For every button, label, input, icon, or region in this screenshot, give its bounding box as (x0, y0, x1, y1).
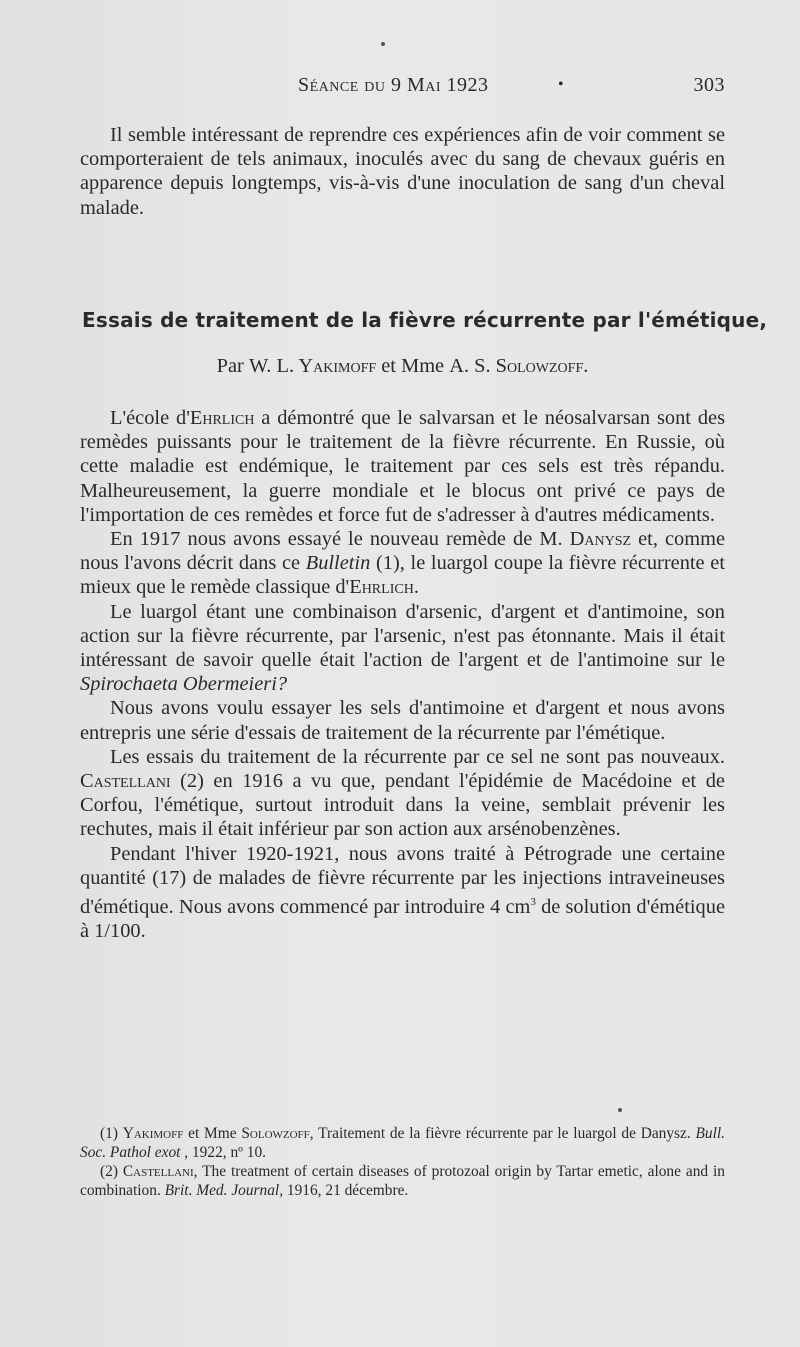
p1-text-a: L'école d' (110, 407, 190, 429)
paragraph-4: Nous avons voulu essayer les sels d'antimoine et d'argent et nous avons entrepris une série d'essais de traitement de la récurrente par l'émétique. (80, 697, 725, 744)
byline-author-1: W. L. Yakimoff (248, 355, 377, 377)
p2-text-b: et, comme nous l'avons décrit dans ce (80, 528, 726, 575)
p1-text-b: a démontré que le salvarsan et le néosalvarsan sont des remèdes puissants pour le traitement de la fièvre récurrente. En Russie, où cette maladie est endémique, le traitement par ces sels est très répandu. Malheureusement, la guerre mondiale et le blocus ont privé ce pays de l'importation de ces remèdes et force fut de s'adresser à d'autres médicaments. (80, 407, 726, 526)
running-header (80, 74, 725, 104)
byline-conjunction: et Mme (381, 355, 445, 377)
p6-text-b: de solution d'émétique à 1/100. (80, 895, 725, 943)
p2-text-a: En 1917 nous avons essayé le nouveau remède de M. (110, 528, 570, 551)
p2-name-1: Danysz (569, 528, 632, 551)
fn2-text-b: 1916, 21 décembre. (283, 1182, 409, 1199)
fn1-text-c: , 1922, nº 10. (180, 1144, 267, 1161)
p2-text-c: (1), le luargol coupe la fièvre récurrente et mieux que le remède classique d' (80, 552, 725, 599)
header-title: Séance du 9 Mai 1923 (298, 74, 489, 96)
intro-section (80, 123, 725, 220)
byline-author-2: A. S. Solowzoff. (449, 355, 589, 377)
paragraph-6 (80, 842, 725, 944)
p6-text-a: Pendant l'hiver 1920-1921, nous avons traité à Pétrograde une certaine quantité (17) de malades de fièvre récurrente par les injections intraveineuses d'émétique. Nous avons commencé par introduire 4 cm (80, 842, 725, 918)
fn1-journal: Bull. Soc. Pathol exot (80, 1125, 726, 1161)
p3-text-a: Le luargol étant une combinaison d'arsenic, d'argent et d'antimoine, son action sur la fièvre récurrente, par l'arsenic, n'est pas étonnante. Mais il était intéressant de savoir quelle était l'action de l'argent et de l'antimoine sur le (80, 600, 725, 672)
fn1-text-a: et Mme (183, 1125, 242, 1142)
p1-name: Ehrlich (189, 407, 255, 429)
footnote-2 (80, 1162, 725, 1200)
fn2-text-a: , The treatment of certain diseases of protozoal origin by Tartar emetic, alone and in combination. (80, 1163, 725, 1199)
article-title: Essais de traitement de la fièvre récurrente par l'émétique, (82, 308, 768, 332)
ink-speck (618, 1108, 622, 1112)
footnotes (80, 1124, 725, 1200)
paragraph-1 (80, 406, 725, 527)
p5-text-a: Les essais du traitement de la récurrente par ce sel ne sont pas nouveaux. (110, 745, 725, 768)
byline-prefix: Par (216, 355, 244, 377)
p2-name-2: Ehrlich (349, 576, 414, 599)
footnote-1 (80, 1124, 725, 1162)
fn1-number: (1) (100, 1125, 123, 1142)
fn1-name-2: Solowzoff (241, 1125, 310, 1142)
fn1-name-1: Yakimoff (122, 1125, 184, 1142)
paragraph-2 (80, 527, 725, 600)
article-body (80, 406, 725, 943)
p2-text-d: . (413, 576, 419, 599)
intro-paragraph: Il semble intéressant de reprendre ces expériences afin de voir comment se comporteraient de tels animaux, inoculés avec du sang de chevaux guéris en apparence depuis longtemps, vis-à-vis d'une inoculation de sang d'un cheval malade. (80, 124, 725, 219)
page-number: 303 (693, 74, 725, 96)
ink-speck (381, 42, 385, 46)
fn1-text-b: , Traitement de la fièvre récurrente par le luargol de Danysz. (309, 1125, 696, 1142)
p6-superscript: 3 (530, 896, 536, 909)
paragraph-3 (80, 600, 725, 697)
fn2-journal: Brit. Med. Journal, (164, 1182, 284, 1199)
fn2-number: (2) (100, 1163, 123, 1180)
paragraph-5 (80, 745, 725, 842)
p3-species: Spirochaeta Obermeieri? (80, 673, 288, 696)
p2-journal: Bulletin (305, 552, 371, 575)
header-dot: • (558, 76, 565, 93)
article-byline (80, 355, 725, 378)
p5-text-b: (2) en 1916 a vu que, pendant l'épidémie de Macédoine et de Corfou, l'émétique, surtout introduit dans la veine, semblait prévenir les rechutes, mais il était inférieur par son action aux arsénobenzènes. (80, 770, 725, 841)
p5-name: Castellani (80, 770, 171, 793)
fn2-name: Castellani (122, 1163, 194, 1180)
